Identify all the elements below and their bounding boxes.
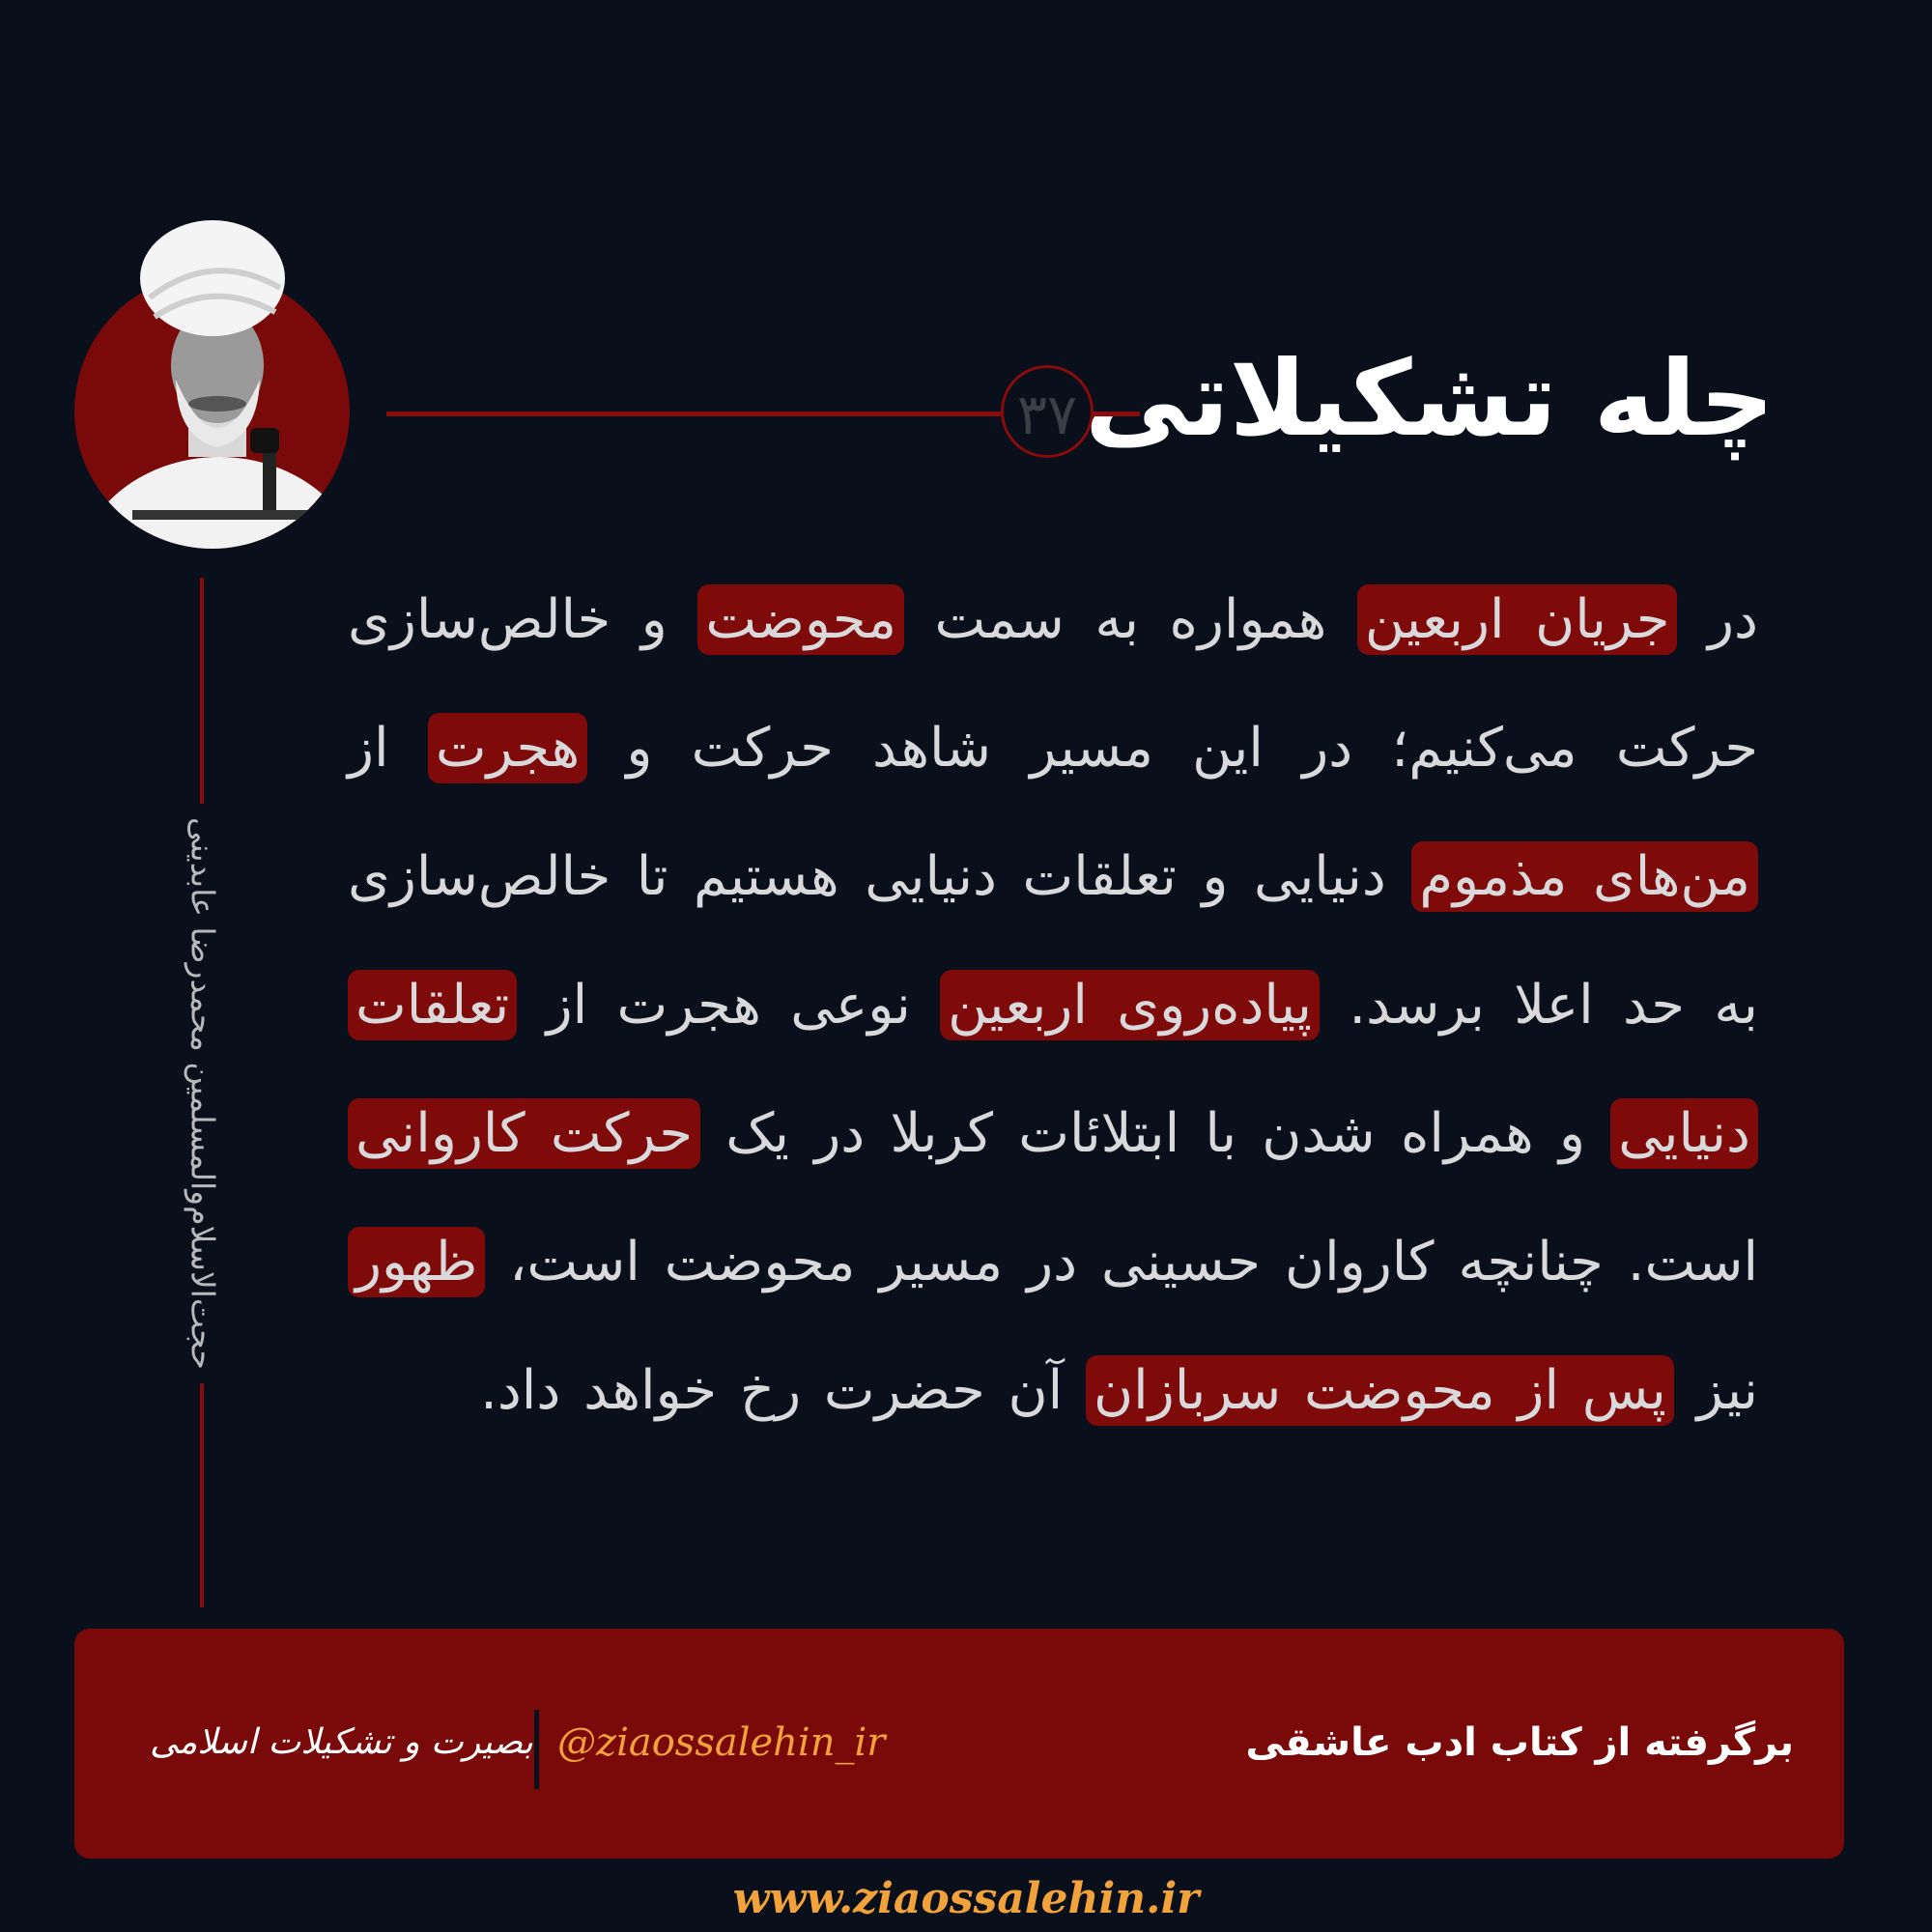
text-segment: از — [348, 717, 428, 780]
quote-text — [348, 555, 1758, 1455]
highlighted-phrase: ظهور — [348, 1227, 485, 1297]
footer-banner — [74, 1629, 1844, 1859]
social-handle[interactable]: @ziaossalehin_ir — [557, 1720, 886, 1765]
page-title: چله تشکیلاتی — [1084, 339, 1775, 460]
text-segment: و همراه شدن با ابتلائات کربلا در یک — [700, 1102, 1611, 1165]
source-credit: برگرفته از کتاب ادب عاشقی — [1245, 1720, 1794, 1765]
turban-icon — [135, 211, 290, 336]
highlighted-phrase: تعلقات دنیایی — [348, 970, 1758, 1169]
highlighted-phrase: هجرت — [428, 713, 587, 783]
episode-number-badge: ۳۷ — [1001, 365, 1094, 458]
highlighted-phrase: محوضت — [697, 584, 904, 655]
text-segment: در — [1677, 588, 1758, 651]
highlighted-phrase: جریان اربعین — [1357, 584, 1678, 655]
website-link[interactable]: www.ziaossalehin.ir — [732, 1874, 1200, 1923]
text-segment: است. چنانچه کاروان حسینی در مسیر محوضت است، — [485, 1231, 1758, 1293]
text-segment: و خالص‌سازی حرکت می‌کنیم؛ در این مسیر شاهد حرکت و — [348, 588, 1759, 780]
highlighted-phrase: من‌های مذموم — [1411, 841, 1758, 912]
footer-divider — [534, 1710, 539, 1789]
text-segment: همواره به سمت — [903, 588, 1357, 651]
text-segment: دنیایی و تعلقات دنیایی هستیم تا خالص‌سازی به حد اعلا برسد. — [348, 845, 1758, 1037]
org-signature: بصیرت و تشکیلات اسلامی — [150, 1722, 533, 1762]
highlighted-phrase: حرکت کاروانی — [348, 1098, 700, 1169]
text-segment: نوعی هجرت از — [517, 974, 941, 1037]
highlighted-phrase: پس از محوضت سربازان — [1086, 1355, 1674, 1426]
highlighted-phrase: پیاده‌روی اربعین — [940, 970, 1320, 1040]
text-segment: آن حضرت رخ خواهد داد. — [480, 1359, 1087, 1422]
text-segment: نیز — [1673, 1359, 1758, 1422]
speaker-caption: حجت‌الاسلام‌والمسلمین محمدرضا عابدینی — [185, 804, 222, 1383]
